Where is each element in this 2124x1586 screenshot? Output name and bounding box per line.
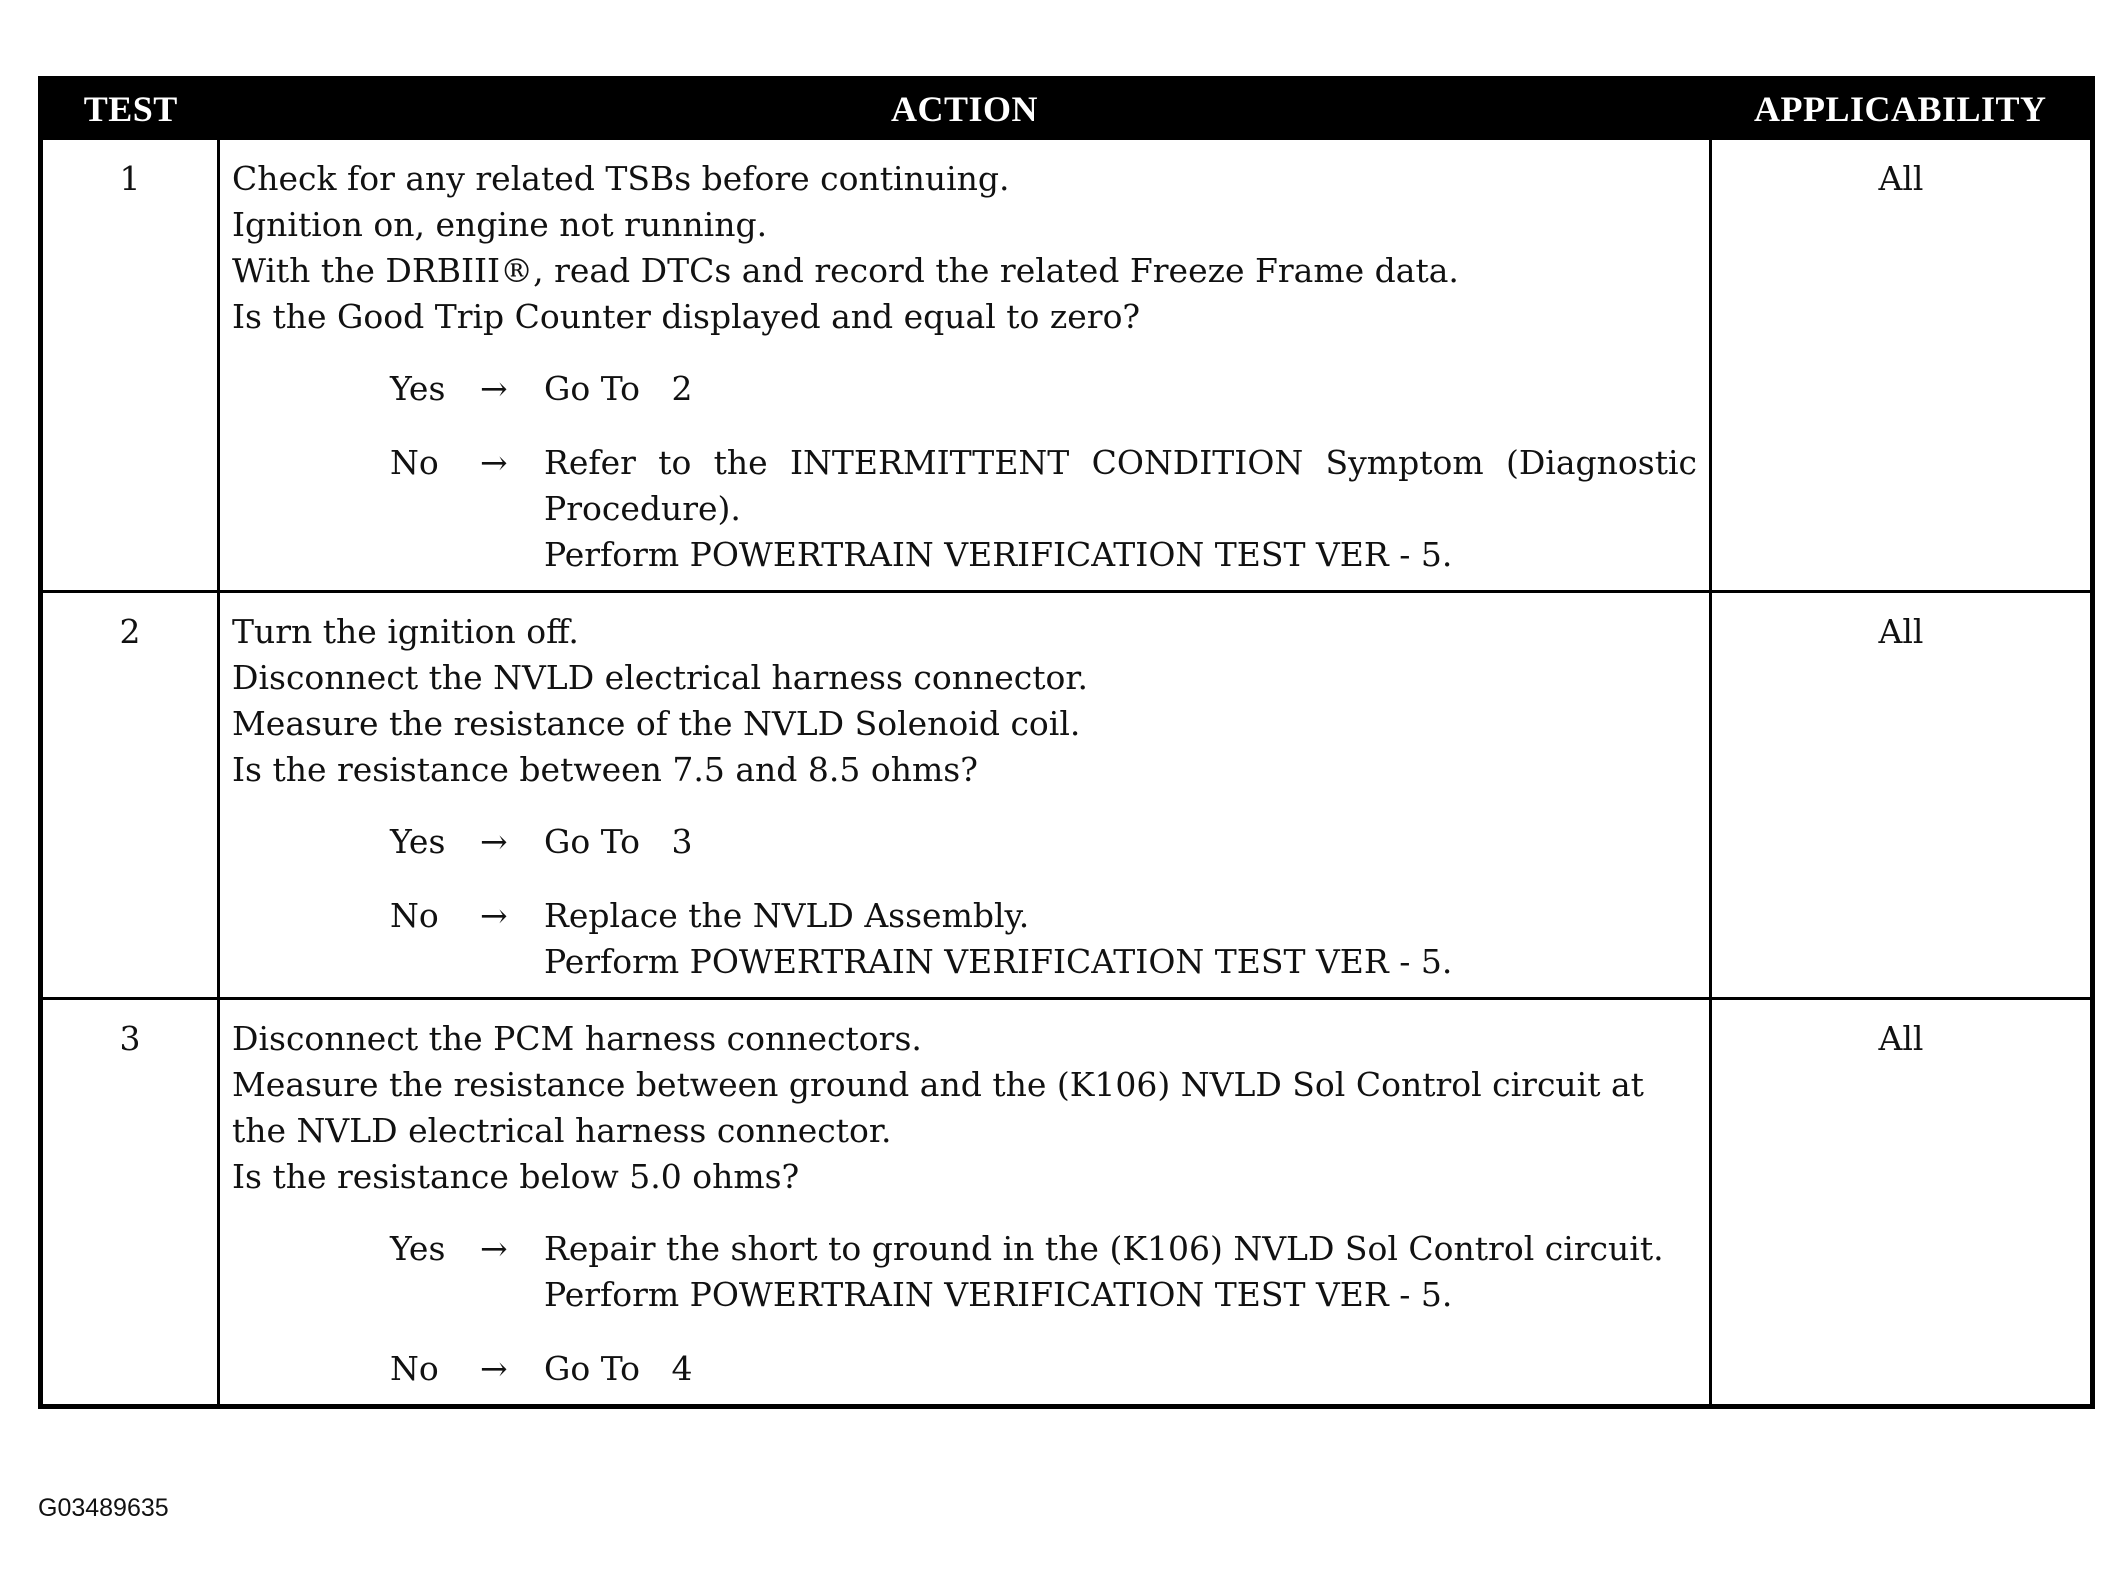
outcome-yes xyxy=(232,1226,1697,1318)
result-line: Perform POWERTRAIN VERIFICATION TEST VER - 5. xyxy=(544,535,1453,574)
header-applicability: APPLICABILITY xyxy=(1711,79,2093,139)
result-line: Replace the NVLD Assembly. xyxy=(544,896,1030,935)
action-step: With the DRBIII®, read DTCs and record the related Freeze Frame data. xyxy=(232,251,1459,290)
action-question: Is the resistance below 5.0 ohms? xyxy=(232,1157,800,1196)
table-row xyxy=(41,592,2093,999)
outcome-result xyxy=(544,1226,1697,1318)
action-step: Ignition on, engine not running. xyxy=(232,205,768,244)
outcome-no xyxy=(232,893,1697,985)
result-line: Perform POWERTRAIN VERIFICATION TEST VER - 5. xyxy=(544,942,1453,981)
right-arrow-icon: → xyxy=(480,443,508,482)
outcome-answer: Yes xyxy=(390,822,446,861)
outcome-answer: No xyxy=(390,1349,439,1388)
outcome-no xyxy=(232,1346,1697,1392)
table-body xyxy=(41,139,2093,1407)
table-header xyxy=(41,79,2093,139)
action-cell xyxy=(219,999,1711,1407)
outcome-yes xyxy=(232,366,1697,412)
action-step: Check for any related TSBs before continuing. xyxy=(232,159,1010,198)
outcome-answer: No xyxy=(390,896,439,935)
result-line: Repair the short to ground in the (K106) NVLD Sol Control circuit. xyxy=(544,1229,1664,1268)
table-row xyxy=(41,139,2093,592)
outcome-result xyxy=(544,893,1697,985)
outcome-result xyxy=(544,1346,1697,1392)
result-line: Go To 2 xyxy=(544,369,693,408)
figure-id: G03489635 xyxy=(38,1494,169,1522)
result-line: Refer to the INTERMITTENT CONDITION Symptom (Diagnostic Procedure). xyxy=(544,443,1697,528)
action-question: Is the resistance between 7.5 and 8.5 ohms? xyxy=(232,750,978,789)
right-arrow-icon: → xyxy=(480,822,508,861)
right-arrow-icon: → xyxy=(480,896,508,935)
applicability-cell: All xyxy=(1711,139,2093,592)
outcome-result xyxy=(544,366,1697,412)
outcome-answer: Yes xyxy=(390,1229,446,1268)
outcome-result xyxy=(544,819,1697,865)
result-line: Go To 3 xyxy=(544,822,693,861)
header-action: ACTION xyxy=(219,79,1711,139)
result-line: Go To 4 xyxy=(544,1349,693,1388)
outcome-yes xyxy=(232,819,1697,865)
diagnostic-test-table xyxy=(38,76,2095,1409)
test-number: 1 xyxy=(41,139,219,592)
action-step: Disconnect the NVLD electrical harness connector. xyxy=(232,658,1089,697)
action-cell xyxy=(219,592,1711,999)
action-question: Is the Good Trip Counter displayed and equal to zero? xyxy=(232,297,1141,336)
right-arrow-icon: → xyxy=(480,369,508,408)
outcome-answer: No xyxy=(390,443,439,482)
table-row xyxy=(41,999,2093,1407)
outcome-answer: Yes xyxy=(390,369,446,408)
result-line: Perform POWERTRAIN VERIFICATION TEST VER - 5. xyxy=(544,1275,1453,1314)
outcome-result xyxy=(544,440,1697,578)
applicability-cell: All xyxy=(1711,592,2093,999)
outcome-no xyxy=(232,440,1697,578)
right-arrow-icon: → xyxy=(480,1229,508,1268)
header-test: TEST xyxy=(41,79,219,139)
action-step: Turn the ignition off. xyxy=(232,612,579,651)
diagnostic-table-container xyxy=(38,76,2090,1409)
test-number: 3 xyxy=(41,999,219,1407)
action-step: Measure the resistance between ground and the (K106) NVLD Sol Control circuit at the NVLD electrical harness connector. xyxy=(232,1065,1644,1150)
action-step: Disconnect the PCM harness connectors. xyxy=(232,1019,922,1058)
test-number: 2 xyxy=(41,592,219,999)
applicability-cell: All xyxy=(1711,999,2093,1407)
right-arrow-icon: → xyxy=(480,1349,508,1388)
action-step: Measure the resistance of the NVLD Solenoid coil. xyxy=(232,704,1081,743)
action-cell xyxy=(219,139,1711,592)
header-row xyxy=(41,79,2093,139)
